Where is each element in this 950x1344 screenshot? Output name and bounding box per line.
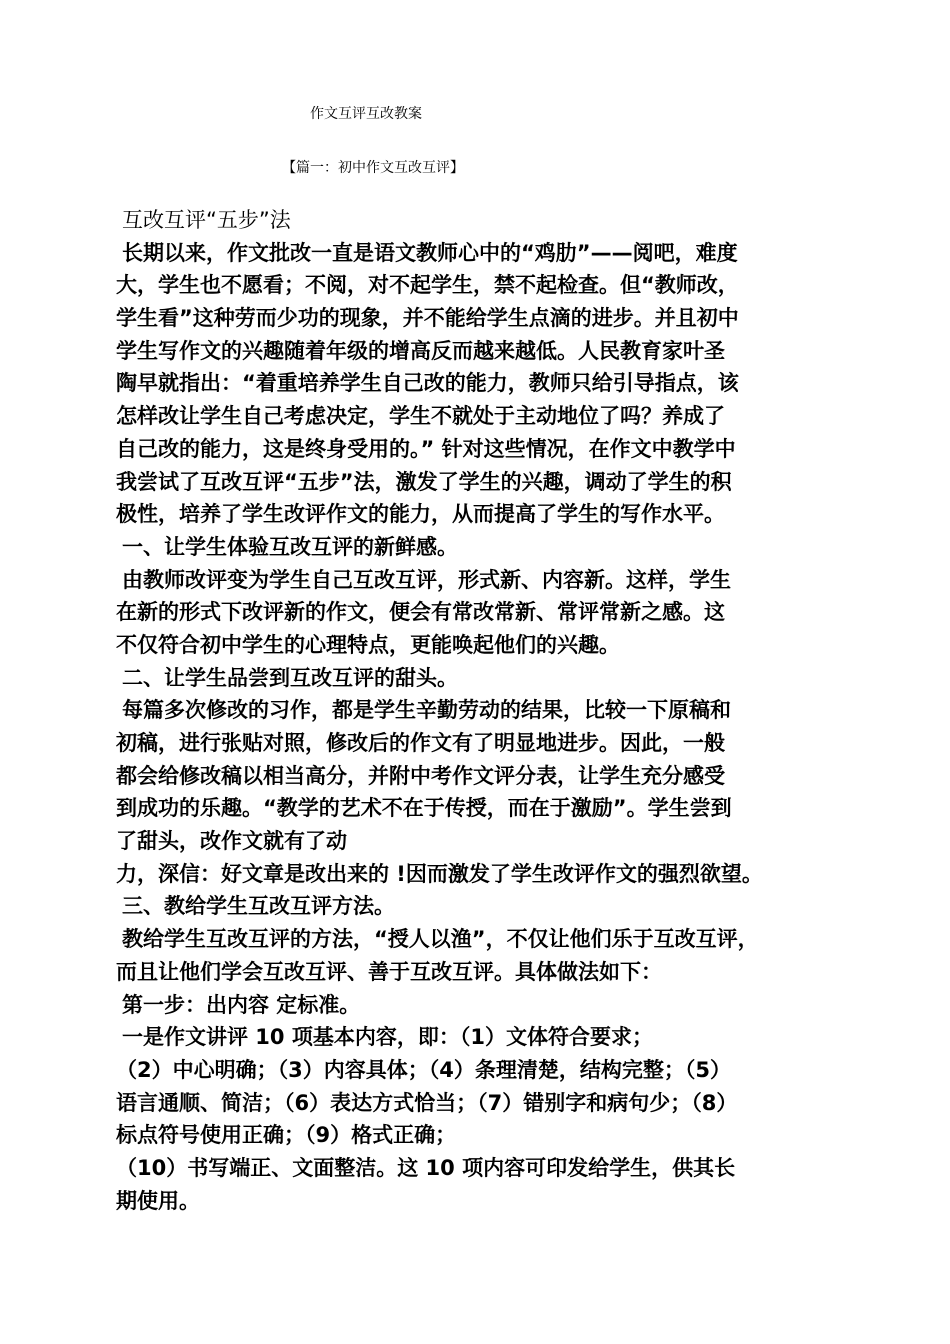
document-title: 作文互评互改教案: [310, 106, 422, 122]
paragraph-line: 到成功的乐趣。“教学的艺术不在于传授，而在于激励”。学生尝到: [116, 796, 732, 821]
paragraph-line: 学生看”这种劳而少功的现象，并不能给学生点滴的进步。并且初中: [116, 306, 739, 331]
paragraph-line: 每篇多次修改的习作，都是学生辛勤劳动的结果，比较一下原稿和: [122, 698, 731, 723]
paragraph-line: （10）书写端正、文面整洁。这 10 项内容可印发给学生，供其长: [116, 1155, 736, 1180]
paragraph-line: 语言通顺、简洁；（6）表达方式恰当；（7）错别字和病句少；（8）: [116, 1090, 738, 1115]
paragraph-line: （2）中心明确；（3）内容具体；（4）条理清楚，结构完整；（5）: [116, 1057, 731, 1082]
section-heading: 三、教给学生互改互评方法。: [122, 894, 395, 919]
article-heading: 互改互评“五步”法: [122, 208, 291, 232]
paragraph-line: 怎样改让学生自己考虑决定，学生不就处于主动地位了吗？养成了: [116, 404, 725, 429]
step-heading: 第一步：出内容 定标准。: [122, 992, 361, 1017]
paragraph-line: 不仅符合初中学生的心理特点，更能唤起他们的兴趣。: [116, 632, 620, 657]
section-heading: 一、让学生体验互改互评的新鲜感。: [122, 534, 458, 559]
paragraph-line: 期使用。: [116, 1188, 200, 1213]
body-text: [116, 204, 876, 1217]
paragraph-line: 都会给修改稿以相当高分，并附中考作文评分表，让学生充分感受: [116, 763, 725, 788]
paragraph-line: 由教师改评变为学生自己互改互评，形式新、内容新。这样，学生: [122, 567, 731, 592]
paragraph-line: 极性，培养了学生改评作文的能力，从而提高了学生的写作水平。: [116, 502, 725, 527]
paragraph-line: 教给学生互改互评的方法，“授人以渔”，不仅让他们乐于互改互评，: [122, 927, 759, 952]
paragraph-line: 了甜头，改作文就有了动: [116, 829, 347, 854]
paragraph-line: 力，深信：好文章是改出来的 !因而激发了学生改评作文的强烈欲望。: [116, 861, 763, 886]
paragraph-line: 一是作文讲评 10 项基本内容，即：（1）文体符合要求；: [122, 1025, 653, 1050]
section-tag: 【篇一：初中作文互改互评】: [282, 160, 464, 176]
paragraph-line: 初稿，进行张贴对照，修改后的作文有了明显地进步。因此，一般: [116, 731, 725, 755]
paragraph-line: 陶早就指出：“着重培养学生自己改的能力，教师只给引导指点，该: [116, 371, 739, 396]
paragraph-line: 长期以来，作文批改一直是语文教师心中的“鸡肋”——阅吧，难度: [122, 240, 738, 265]
paragraph-line: 在新的形式下改评新的作文，便会有常改常新、常评常新之感。这: [116, 600, 725, 625]
paragraph-line: 自己改的能力，这是终身受用的。” 针对这些情况，在作文中教学中: [116, 436, 736, 461]
paragraph-line: 标点符号使用正确；（9）格式正确；: [116, 1123, 457, 1148]
paragraph-line: 我尝试了互改互评“五步”法，激发了学生的兴趣，调动了学生的积: [116, 469, 732, 494]
paragraph-line: 大，学生也不愿看；不阅，对不起学生，禁不起检查。但“教师改，: [116, 273, 739, 298]
paragraph-line: 而且让他们学会互改互评、善于互改互评。具体做法如下：: [116, 959, 662, 984]
section-heading: 二、让学生品尝到互改互评的甜头。: [122, 665, 458, 690]
paragraph-line: 学生写作文的兴趣随着年级的增高反而越来越低。人民教育家叶圣: [116, 338, 725, 363]
